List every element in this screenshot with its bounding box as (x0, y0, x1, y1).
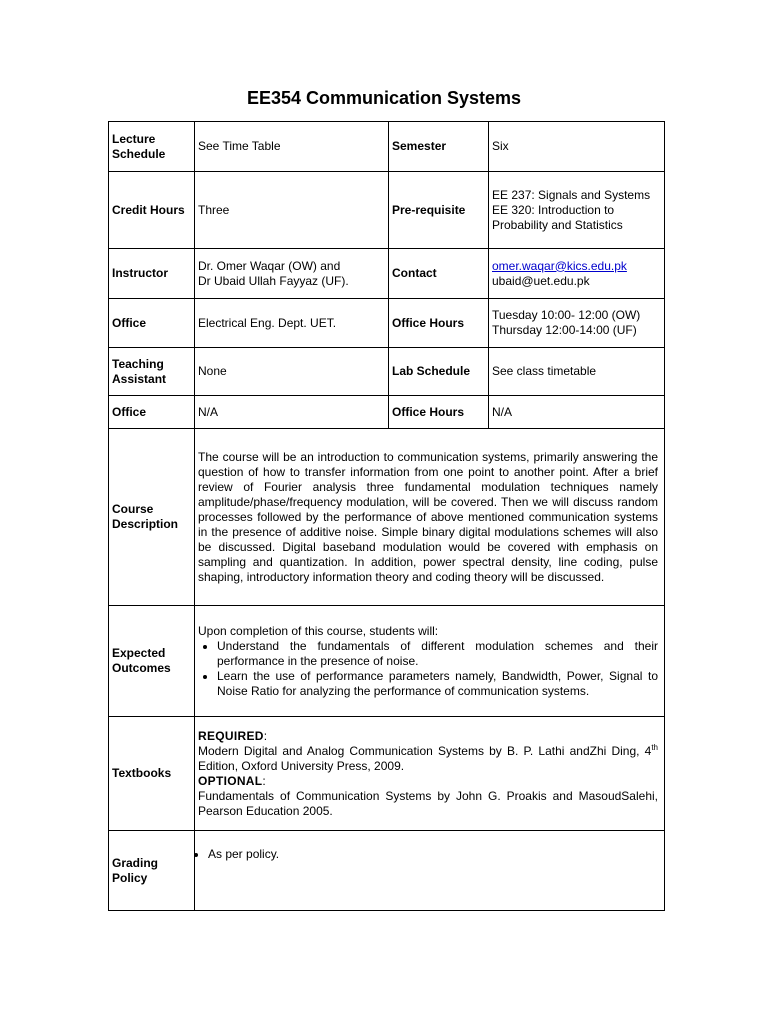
office-label: Office (109, 299, 195, 348)
row-expected-outcomes (109, 606, 665, 717)
expected-outcomes-label: Expected Outcomes (109, 606, 195, 717)
ta-office-hours-value: N/A (489, 396, 665, 429)
prerequisite-label: Pre-requisite (389, 172, 489, 249)
required-heading: REQUIRED (198, 728, 264, 743)
semester-value: Six (489, 122, 665, 172)
office-value: Electrical Eng. Dept. UET. (195, 299, 389, 348)
course-description-label: Course Description (109, 429, 195, 606)
office-hours-line: Tuesday 10:00- 12:00 (OW) (492, 308, 641, 322)
row-lecture-schedule (109, 122, 665, 172)
instructor-line: Dr Ubaid Ullah Fayyaz (UF). (198, 273, 349, 288)
grading-policy-label: Grading Policy (109, 831, 195, 911)
textbooks-label: Textbooks (109, 717, 195, 831)
prerequisite-value (489, 172, 665, 249)
semester-label: Semester (389, 122, 489, 172)
email-link-ow[interactable]: omer.waqar@kics.edu.pk (492, 258, 627, 273)
syllabus-table (108, 121, 665, 911)
document-title: EE354 Communication Systems (246, 88, 522, 108)
optional-book: Fundamentals of Communication Systems by John G. Proakis and MasoudSalehi, Pearson Education 2005. (198, 788, 658, 818)
row-ta-office (109, 396, 665, 429)
optional-heading: OPTIONAL (198, 773, 263, 788)
grading-item: • As per policy. (208, 847, 658, 862)
lab-schedule-value: See class timetable (489, 348, 665, 396)
row-grading-policy (109, 831, 665, 911)
outcomes-intro: Upon completion of this course, students will: (198, 623, 439, 638)
ta-office-label: Office (109, 396, 195, 429)
teaching-assistant-value: None (195, 348, 389, 396)
credit-hours-label: Credit Hours (109, 172, 195, 249)
office-hours-line: Thursday 12:00-14:00 (UF) (492, 323, 637, 337)
grading-policy-content (195, 831, 665, 911)
credit-hours-value: Three (195, 172, 389, 249)
outcome-item: • Understand the fundamentals of different modulation schemes and their performance in the presence of noise. (217, 639, 658, 669)
instructor-value (195, 249, 389, 299)
grading-list (198, 847, 658, 862)
course-description-text: The course will be an introduction to communication systems, primarily answering the question of how to transfer information from one point to another point. After a brief review of Fourier analysis three fundamental modulation techniques namely amplitude/phase/frequency modulation, will be covered. Then we will discuss random processes followed by the performance of above mentioned communication systems in the presence of additive noise. Simple binary digital modulations schemes will also be discussed. Digital baseband modulation would be covered with emphasis on sampling and quantization. In addition, power spectral density, line coding, pulse shaping, introductory information theory and coding theory will be discussed. (195, 429, 665, 606)
row-credit-hours (109, 172, 665, 249)
row-office (109, 299, 665, 348)
ta-office-value: N/A (195, 396, 389, 429)
email-uf: ubaid@uet.edu.pk (492, 273, 590, 288)
instructor-line: Dr. Omer Waqar (OW) and (198, 258, 341, 273)
contact-label: Contact (389, 249, 489, 299)
row-course-description (109, 429, 665, 606)
row-teaching-assistant (109, 348, 665, 396)
outcomes-list (198, 639, 658, 699)
lecture-schedule-value: See Time Table (195, 122, 389, 172)
lab-schedule-label: Lab Schedule (389, 348, 489, 396)
lecture-schedule-label: Lecture Schedule (109, 122, 195, 172)
row-instructor (109, 249, 665, 299)
row-textbooks (109, 717, 665, 831)
contact-value (489, 249, 665, 299)
prerequisite-line: EE 320: Introduction to Probability and Statistics (492, 202, 623, 232)
office-hours-label: Office Hours (389, 299, 489, 348)
expected-outcomes-content (195, 606, 665, 717)
textbooks-content: REQUIRED: Modern Digital and Analog Communication Systems by B. P. Lathi andZhi Ding, 4th Edition, Oxford University Press, 2009. OPTIONAL: Fundamentals of Communication Systems by John G. Proakis and MasoudSalehi, Pearson Education 2005. (195, 717, 665, 831)
prerequisite-line: EE 237: Signals and Systems (492, 187, 651, 202)
teaching-assistant-label: Teaching Assistant (109, 348, 195, 396)
office-hours-value (489, 299, 665, 348)
instructor-label: Instructor (109, 249, 195, 299)
required-book: Modern Digital and Analog Communication Systems by B. P. Lathi andZhi Ding, 4th Edition, Oxford University Press, 2009. (198, 742, 658, 773)
outcome-item: • Learn the use of performance parameters namely, Bandwidth, Power, Signal to Noise Ratio for analyzing the performance of communication systems. (217, 669, 658, 699)
ta-office-hours-label: Office Hours (389, 396, 489, 429)
